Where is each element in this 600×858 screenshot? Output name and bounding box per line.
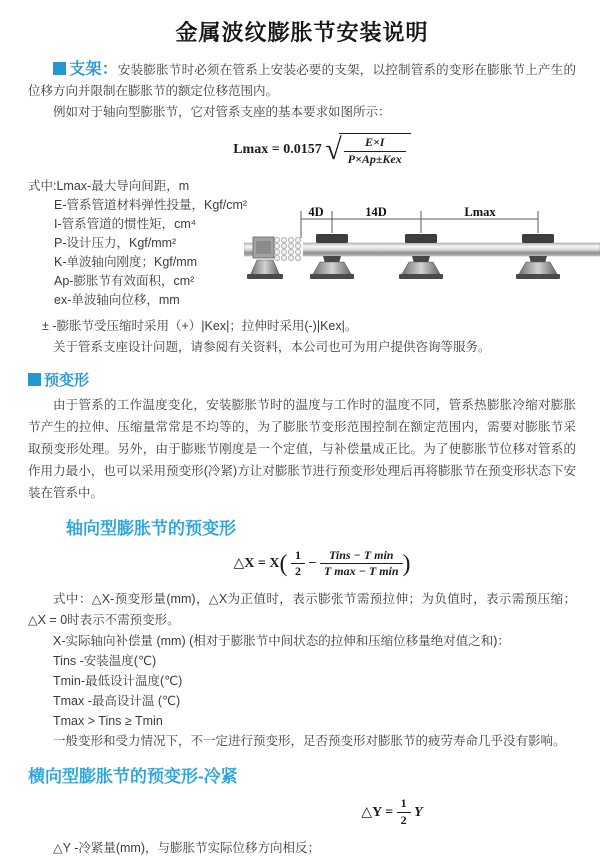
half-numerator: 1 xyxy=(291,549,305,565)
temperature-fraction-denominator: T max − T min xyxy=(323,564,399,579)
support-intro-paragraph xyxy=(28,59,576,102)
lateral-preform-note: △Y -冷紧量(mm)，与膨胀节实际位移方向相反； xyxy=(53,840,321,855)
axial-formula-lhs: △X = X xyxy=(233,556,280,572)
dim-label-4d: 4D xyxy=(308,204,324,219)
minus-sign: − xyxy=(308,556,317,572)
tins-definition-line: Tins -安装温度(℃) xyxy=(53,654,157,669)
right-paren: ) xyxy=(402,550,411,577)
x-definition-line: X-实际轴向补偿量 (mm) (相对于膨胀节中间状态的拉伸和压缩位移量绝对值之和)： xyxy=(53,634,510,649)
variable-line: I-管系管道的惯性矩，cm⁴ xyxy=(54,216,197,231)
half-fraction xyxy=(397,797,411,828)
support-example-line: 例如对于轴向型膨胀节，它对管系支座的基本要求如图所示： xyxy=(53,105,391,119)
half-numerator: 1 xyxy=(397,797,411,813)
lmax-formula xyxy=(28,133,576,167)
lateral-preform-formula xyxy=(28,797,576,828)
variable-line: Ap-膨胀节有效面积，cm² xyxy=(54,273,195,288)
axial-preform-formula xyxy=(28,549,576,580)
section-bullet-icon xyxy=(28,373,41,386)
axial-formula-explanation: 式中：△X-预变形量(mm)，△X为正值时，表示膨张节需预拉伸；为负值时，表示需预压缩；△X = 0时表示不需预变形。 xyxy=(28,592,576,628)
lmax-fraction xyxy=(344,136,406,167)
preform-section-heading xyxy=(28,369,576,390)
axial-formula-body xyxy=(233,547,411,579)
variable-line: K-单波轴向刚度；Kgf/mm xyxy=(54,254,198,269)
lmax-fraction-denominator: P×Ap±Kex xyxy=(347,151,402,166)
dim-label-lmax: Lmax xyxy=(464,204,496,219)
dimension-lines xyxy=(301,211,538,238)
pipe-support-diagram xyxy=(244,203,600,300)
support-intro-text: 安装膨胀节时必须在管系上安装必要的支架，以控制管系的变形在膨胀节上产生的位移方向并限制在膨胀节的额定位移范围内。 xyxy=(28,63,576,98)
lmax-formula-body xyxy=(233,132,411,166)
half-denominator: 2 xyxy=(294,564,301,579)
preform-body-paragraph: 由于管系的工作温度变化，安装膨胀节时的温度与工作时的温度不同，管系热膨胀冷缩对膨胀节产生的拉伸、压缩量常常是不均等的，为了膨胀节变形范围控制在额定范围内，需要对膨胀节采取预变形处理。另外，由于膨账节刚度是一个定值，与补偿量成正比。为了使膨胀节位移对管系的作用力最小，也可以采用预变形(冷紧)方让对膨胀节进行预变形处理后再将膨胀节在预变形状态下安装在管系中。 xyxy=(28,397,576,500)
temperature-fraction-numerator: Tins − T min xyxy=(320,549,403,565)
lmax-formula-lhs: Lmax = 0.0157 xyxy=(233,142,322,158)
dim-label-14d: 14D xyxy=(365,204,387,219)
lateral-formula-rhs: Y xyxy=(414,804,423,820)
plusminus-note: ± -膨胀节受压缩时采用（+）|Kex|；拉伸时采用(-)|Kex|。 xyxy=(42,318,358,333)
lateral-preform-subtitle: 横向型膨胀节的预变形-冷紧 xyxy=(28,767,238,787)
variable-line: P-设计压力，Kgf/mm² xyxy=(54,235,177,250)
lmax-fraction-numerator: E×I xyxy=(344,136,406,152)
consult-note: 关于管系支座设计问题，请参阅有关资料，本公司也可为用户提供咨询等服务。 xyxy=(53,339,491,354)
variable-line: E-管系管道材料弹性投量，Kgf/cm² xyxy=(54,197,248,212)
sqrt-expression xyxy=(325,133,411,167)
preform-heading-label: 预变形 xyxy=(44,371,90,389)
variable-line: 式中:Lmax-最大导向间距，m xyxy=(28,178,190,193)
variables-and-diagram xyxy=(28,177,576,315)
temperature-fraction xyxy=(320,549,403,580)
support-heading-label: 支架： xyxy=(69,61,118,78)
variable-line: ex-单波轴向位移，mm xyxy=(54,292,180,307)
page-title: 金属波纹膨胀节安装说明 xyxy=(175,20,429,45)
support-section-heading xyxy=(53,61,118,78)
half-denominator: 2 xyxy=(400,812,407,827)
lateral-formula-lhs: △Y = xyxy=(361,804,394,820)
tmin-definition-line: Tmin-最低设计温度(℃) xyxy=(53,674,183,689)
radicand xyxy=(339,133,411,167)
left-paren: ( xyxy=(279,550,288,577)
half-fraction xyxy=(291,549,305,580)
lateral-formula-body xyxy=(361,796,423,827)
axial-preform-note: 一般变形和受力情况下，不一定进行预变形，足否预变形对膨胀节的疲劳寿命几乎没有影响。 xyxy=(53,734,566,749)
axial-preform-subtitle: 轴向型膨胀节的预变形 xyxy=(66,518,236,538)
section-bullet-icon xyxy=(53,62,66,75)
temperature-inequality-line: Tmax > Tins ≥ Tmin xyxy=(53,714,163,729)
guide-support xyxy=(310,234,354,279)
bellows-icon xyxy=(272,237,303,261)
radical-sign: √ xyxy=(325,132,342,166)
tmax-definition-line: Tmax -最高设计温 (℃) xyxy=(53,694,181,709)
guide-support xyxy=(516,234,560,279)
guide-support xyxy=(399,234,443,279)
